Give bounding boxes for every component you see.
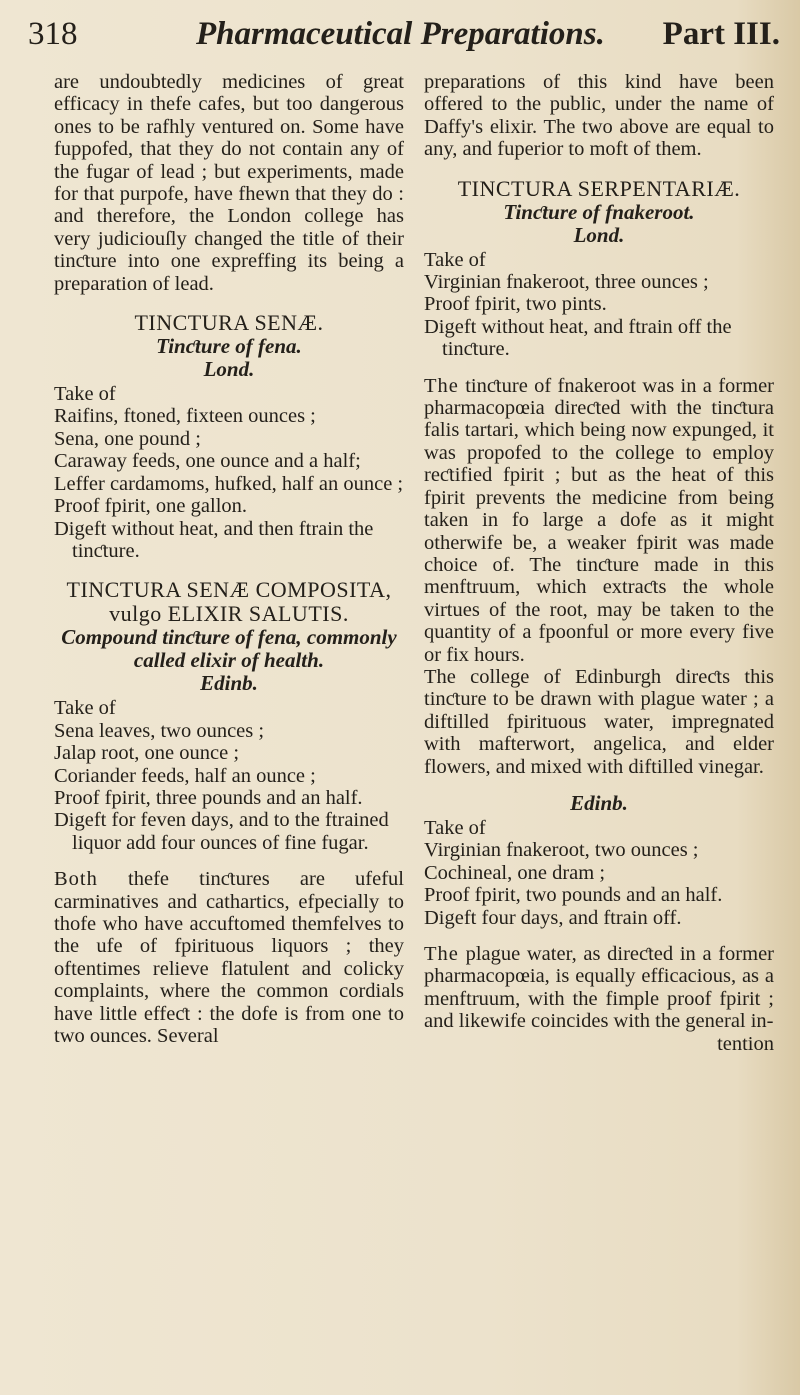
method-line: Digeft for feven days, and to the ftrained liquor add four ounces of fine fugar. — [54, 809, 389, 854]
ingredient-line: Coriander feeds, half an ounce ; — [54, 764, 316, 787]
part-label: Part III. — [662, 16, 780, 52]
spacer — [54, 854, 404, 868]
paragraph-lead-word: The — [424, 374, 459, 397]
take-of-label: Take of — [54, 697, 116, 720]
paragraph-text: tinƈture of fnakeroot was in a former pharmacopœia direƈted with the tinƈtura falis tartari, which being now expunged, it was propofed to the college to employ reƈtified fpirit ; but as the heat of this fpirit prevents the medicine from being taken in fo large a dofe as it might otherwife be, a weaker fpirit was made choice of. The tinƈture made in this menftruum, which extraƈts the whole virtues of the root, may be taken to the quantity of a fpoonful or more every five or fix hours. — [424, 374, 774, 666]
closing-paragraph — [54, 868, 404, 1047]
commentary-paragraph: The college of Edinburgh direƈts this tinƈture to be drawn with plague water ; a diftilled fpirituous water, impregnated with mafterwort, angelica, and elder flowers, and mixed with diftilled vinegar. — [424, 665, 774, 778]
ingredient-line: Proof fpirit, two pints. — [424, 293, 607, 316]
method-line: Digeft without heat, and ftrain off the tinƈture. — [424, 315, 732, 361]
ingredient-line: Proof fpirit, two pounds and an half. — [424, 884, 723, 907]
page-number: 318 — [28, 16, 78, 52]
running-title: Pharmaceutical Preparations. — [196, 16, 605, 52]
right-column — [424, 71, 774, 1055]
paragraph-lead-word: The — [424, 943, 459, 965]
recipe-source-sena: Lond. — [203, 357, 255, 382]
ingredient-line: Cochineal, one dram ; — [424, 861, 606, 884]
ingredient-line: Jalap root, one ounce ; — [54, 742, 240, 765]
method-line: Digeft without heat, and then ftrain the tinƈture. — [54, 517, 374, 562]
recipe-subtitle-serpentaria: Tinƈture of fnakeroot. — [503, 199, 695, 224]
commentary-paragraph — [424, 375, 774, 666]
recipe-title-serpentaria: TINCTURA SERPENTARIÆ. — [457, 175, 741, 201]
take-of-label: Take of — [54, 383, 116, 406]
spacer — [424, 361, 774, 375]
spacer — [424, 929, 774, 943]
recipe-subtitle-sena: Tinƈture of fena. — [156, 334, 302, 359]
ingredient-line: Caraway feeds, one ounce and a half; — [54, 450, 361, 473]
take-of-label: Take of — [424, 816, 486, 839]
recipe-title-sena: TINCTURA SENÆ. — [134, 310, 324, 336]
closing-lead-word: Both — [54, 868, 98, 891]
ingredient-line: Proof fpirit, three pounds and an half. — [54, 786, 363, 809]
method-line: Digeft four days, and ftrain off. — [424, 906, 682, 929]
intro-paragraph: are undoubtedly medicines of great efficacy in thefe cafes, but too dangerous ones to be rafhly ventured on. Some have fuppofed, that they do not contain any of the fugar of lead ; but experiments, made for that purpofe, have fhewn that they do : and therefore, the London college has very judiciouſly changed the title of their tinƈture into one expreffing its being a preparation of lead. — [54, 71, 404, 295]
ingredient-line: Leffer cardamoms, hufked, half an ounce ; — [54, 472, 404, 495]
recipe-source-sena-composita: Edinb. — [200, 671, 258, 696]
recipe-source-edinb: Edinb. — [570, 790, 628, 815]
ingredient-line: Virginian fnakeroot, two ounces ; — [424, 839, 699, 862]
recipe-title-sena-composita: TINCTURA SENÆ COMPOSITA, vulgo ELIXIR SALUTIS. — [66, 577, 392, 627]
intro-paragraph: preparations of this kind have been offered to the public, under the name of Daffy's elixir. The two above are equal to any, and fuperior to moft of them. — [424, 71, 774, 161]
closing-text: thefe tinƈtures are ufeful carminatives and cathartics, efpecially to thofe who have accuftomed themfelves to the ufe of fpirituous liquors ; they oftentimes relieve flatulent and colicky complaints, where the common cordials have little effeƈt : the dofe is from one to two ounces. Several — [54, 868, 405, 1047]
ingredient-line: Raifins, ftoned, fixteen ounces ; — [54, 405, 316, 428]
paragraph-text: plague water, as direƈted in a former pharmacopœia, is equally efficacious, as a menftruum, with the fimple proof fpirit ; and likewife coincides with the general in- — [424, 943, 775, 1033]
recipe-subtitle-sena-composita: Compound tinƈture of fena, commonly called elixir of health. — [61, 625, 397, 673]
ingredient-line: Virginian fnakeroot, three ounces ; — [424, 271, 709, 294]
ingredient-line: Proof fpirit, one gallon. — [54, 495, 248, 518]
page-header — [28, 16, 780, 66]
left-column — [54, 71, 404, 1047]
take-of-label: Take of — [424, 248, 486, 271]
commentary-paragraph — [424, 943, 774, 1033]
ingredient-line: Sena, one pound ; — [54, 427, 201, 450]
recipe-source-serpentaria: Lond. — [573, 222, 625, 247]
catchword: tention — [717, 1032, 774, 1055]
ingredient-line: Sena leaves, two ounces ; — [54, 719, 265, 742]
